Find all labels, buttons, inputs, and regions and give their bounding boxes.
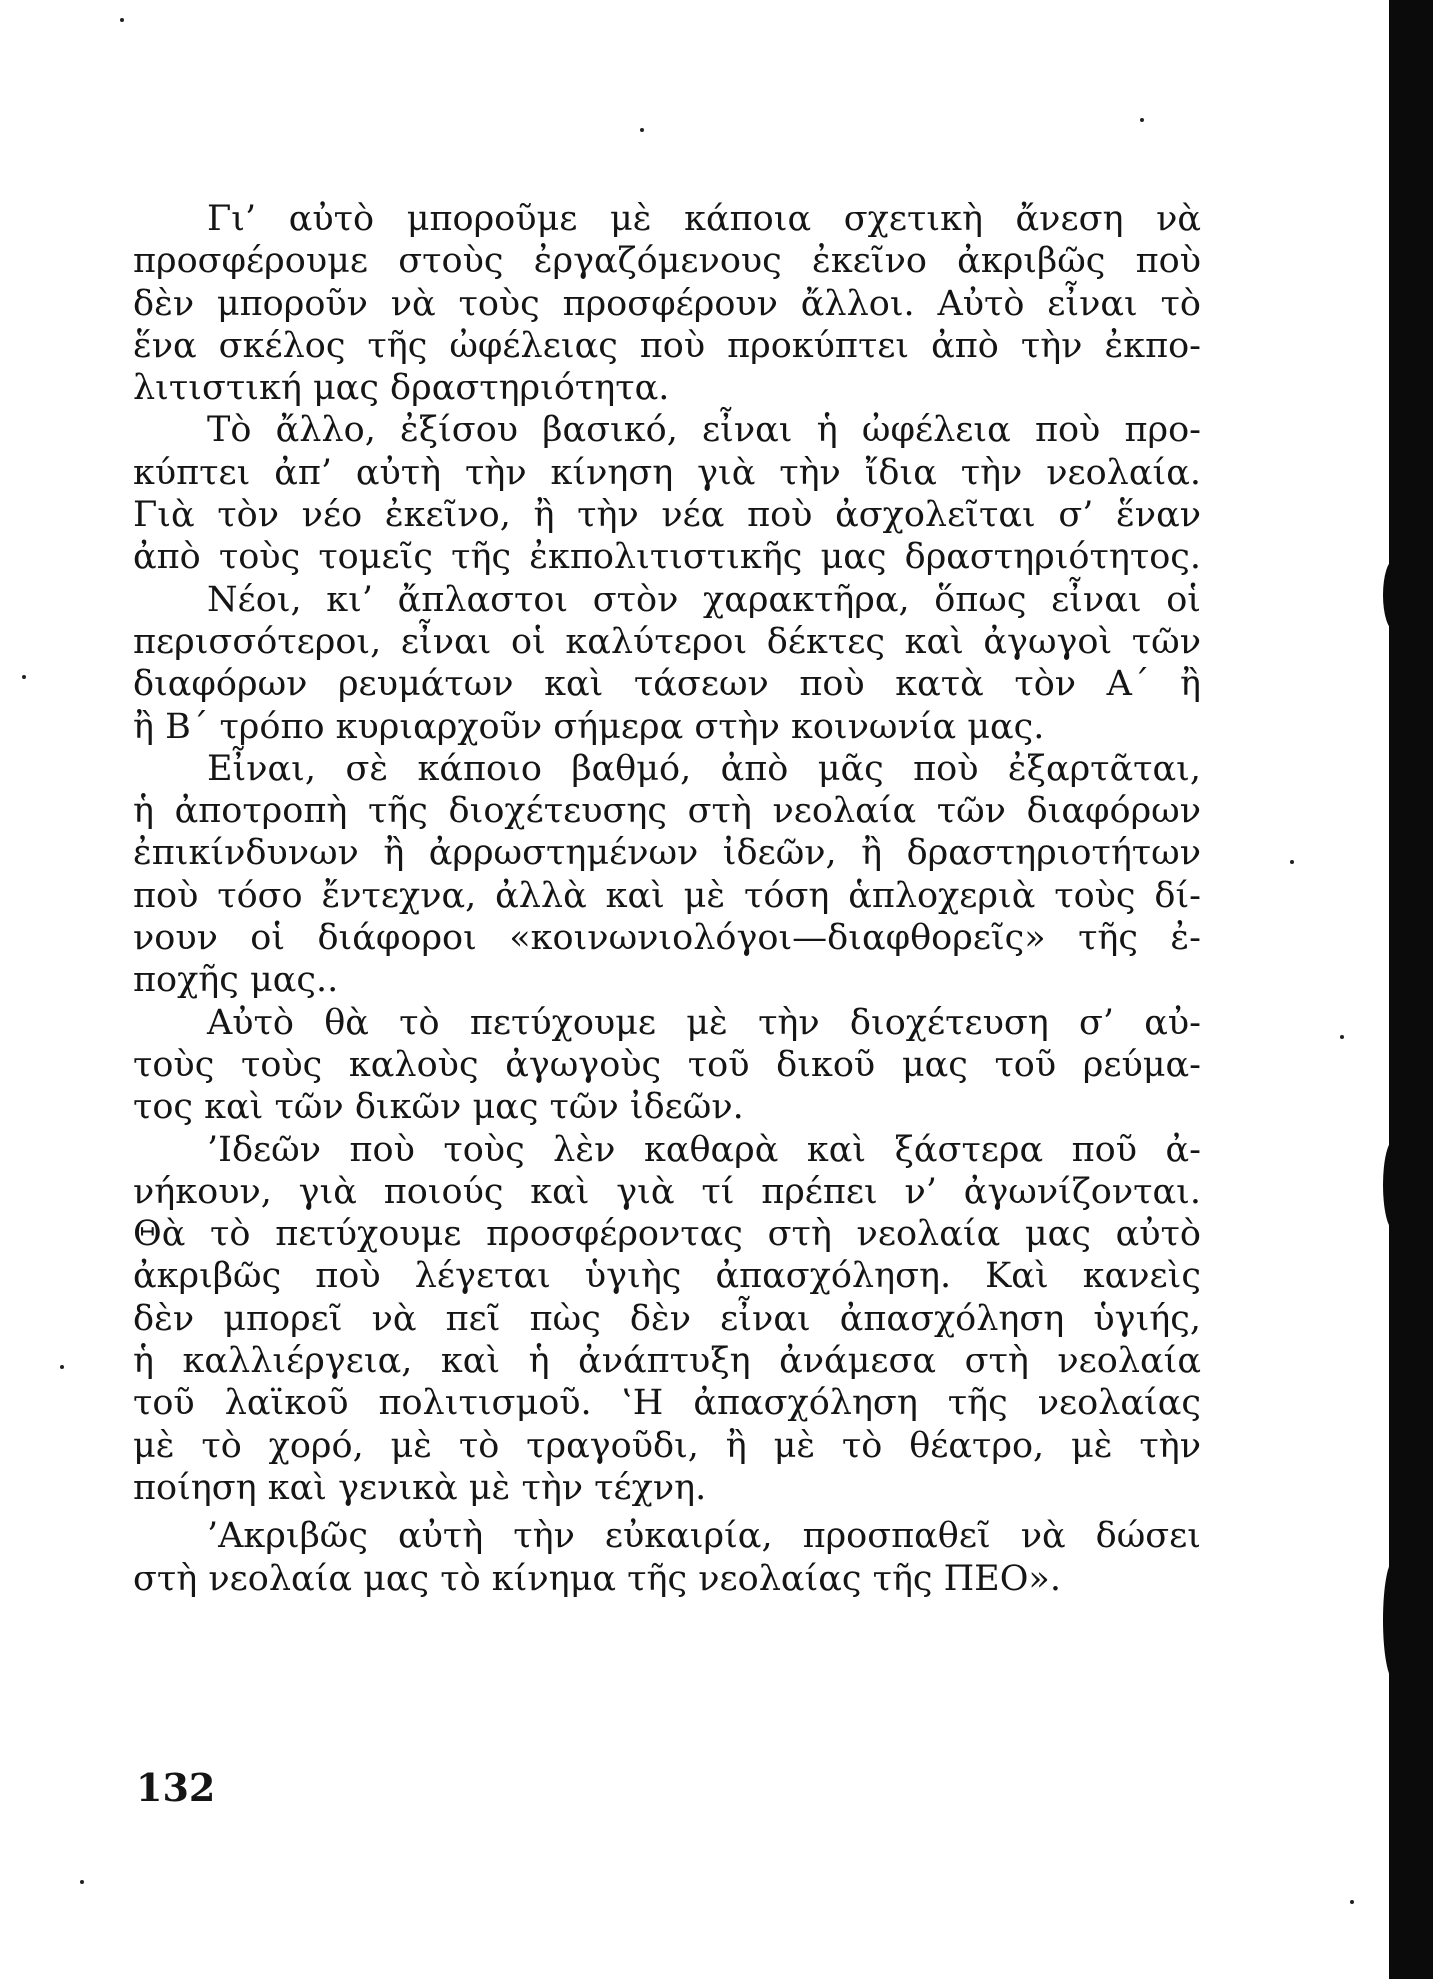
text-line: ’Ιδεῶν ποὺ τοὺς λὲν καθαρὰ καὶ ξάστερα ποῦ ἀ- — [207, 1129, 1201, 1170]
page-edge-notch — [1383, 1140, 1405, 1230]
scan-speck — [120, 18, 124, 22]
text-line: διαφόρων ρευμάτων καὶ τάσεων ποὺ κατὰ τὸν Α΄ ἢ — [133, 664, 1201, 705]
text-line: νουν οἱ διάφοροι «κοινωνιολόγοι—διαφθορεῖς» τῆς ἐ- — [133, 918, 1201, 959]
text-line: ἡ καλλιέργεια, καὶ ἡ ἀνάπτυξη ἀνάμεσα στὴ νεολαία — [133, 1341, 1201, 1382]
text-line: τος καὶ τῶν δικῶν μας τῶν ἰδεῶν. — [133, 1087, 744, 1128]
text-line: δὲν μποροῦν νὰ τοὺς προσφέρουν ἄλλοι. Αὐτὸ εἶναι τὸ — [133, 283, 1201, 324]
text-line: δὲν μπορεῖ νὰ πεῖ πὼς δὲν εἶναι ἀπασχόληση ὑγιής, — [133, 1298, 1201, 1339]
text-line: ποίηση καὶ γενικὰ μὲ τὴν τέχνη. — [133, 1467, 707, 1508]
page-edge-notch — [1383, 1560, 1405, 1680]
text-line: ἀκριβῶς ποὺ λέγεται ὑγιὴς ἀπασχόληση. Καὶ κανεὶς — [133, 1256, 1201, 1297]
page-edge-shadow — [1389, 0, 1433, 1979]
text-line: Θὰ τὸ πετύχουμε προσφέροντας στὴ νεολαία μας αὐτὸ — [133, 1214, 1201, 1255]
text-line: ποχῆς μας.. — [133, 960, 339, 1001]
text-line: στὴ νεολαία μας τὸ κίνημα τῆς νεολαίας τῆς ΠΕΟ». — [133, 1558, 1061, 1599]
text-line: ἐπικίνδυνων ἢ ἀρρωστημένων ἰδεῶν, ἢ δραστηριοτήτων — [133, 833, 1201, 874]
body-text — [133, 198, 1201, 1600]
scan-speck — [1340, 1035, 1344, 1039]
scan-speck — [22, 675, 26, 679]
text-line: ’Ακριβῶς αὐτὴ τὴν εὐκαιρία, προσπαθεῖ νὰ δώσει — [207, 1516, 1201, 1557]
text-line: ἕνα σκέλος τῆς ὠφέλειας ποὺ προκύπτει ἀπὸ τὴν ἐκπο- — [133, 325, 1201, 366]
text-line: μὲ τὸ χορό, μὲ τὸ τραγοῦδι, ἢ μὲ τὸ θέατρο, μὲ τὴν — [133, 1425, 1201, 1466]
text-line: Τὸ ἄλλο, ἐξίσου βασικό, εἶναι ἡ ὠφέλεια ποὺ προ- — [207, 410, 1201, 451]
scan-speck — [60, 1365, 64, 1369]
scan-speck — [1350, 1900, 1354, 1904]
scan-speck — [1290, 860, 1294, 864]
text-line: Αὐτὸ θὰ τὸ πετύχουμε μὲ τὴν διοχέτευση σ’ αὐ- — [207, 1002, 1201, 1043]
scan-speck — [80, 1880, 84, 1884]
text-line: περισσότεροι, εἶναι οἱ καλύτεροι δέκτες καὶ ἀγωγοὶ τῶν — [133, 621, 1201, 662]
text-line: νήκουν, γιὰ ποιούς καὶ γιὰ τί πρέπει ν’ ἀγωνίζονται. — [133, 1171, 1201, 1212]
text-line: Γι’ αὐτὸ μποροῦμε μὲ κάποια σχετικὴ ἄνεση νὰ — [207, 199, 1201, 239]
text-line: ἢ Β΄ τρόπο κυριαρχοῦν σήμερα στὴν κοινωνία μας. — [133, 706, 1045, 747]
text-line: τοῦ λαϊκοῦ πολιτισμοῦ. ‛Η ἀπασχόληση τῆς νεολαίας — [133, 1383, 1201, 1424]
scan-speck — [1140, 118, 1144, 122]
text-line: ἡ ἀποτροπὴ τῆς διοχέτευσης στὴ νεολαία τῶν διαφόρων — [133, 791, 1201, 832]
text-line: Γιὰ τὸν νέο ἐκεῖνο, ἢ τὴν νέα ποὺ ἀσχολεῖται σ’ ἕναν — [133, 495, 1201, 536]
text-line: λιτιστική μας δραστηριότητα. — [133, 368, 670, 409]
text-line: κύπτει ἀπ’ αὐτὴ τὴν κίνηση γιὰ τὴν ἴδια τὴν νεολαία. — [133, 452, 1201, 493]
text-line: ἀπὸ τοὺς τομεῖς τῆς ἐκπολιτιστικῆς μας δραστηριότητος. — [133, 537, 1201, 578]
text-line: Νέοι, κι’ ἄπλαστοι στὸν χαρακτῆρα, ὅπως εἶναι οἱ — [207, 579, 1201, 620]
text-line: τοὺς τοὺς καλοὺς ἀγωγοὺς τοῦ δικοῦ μας τοῦ ρεύμα- — [133, 1044, 1201, 1085]
text-line: προσφέρουμε στοὺς ἐργαζόμενους ἐκεῖνο ἀκριβῶς ποὺ — [133, 241, 1201, 282]
page-number: 132 — [136, 1765, 216, 1810]
scan-speck — [640, 128, 644, 132]
text-line: Εἶναι, σὲ κάποιο βαθμό, ἀπὸ μᾶς ποὺ ἐξαρτᾶται, — [207, 748, 1201, 789]
text-line: ποὺ τόσο ἔντεχνα, ἀλλὰ καὶ μὲ τόση ἁπλοχεριὰ τοὺς δί- — [133, 875, 1201, 916]
page-edge-notch — [1383, 560, 1405, 630]
